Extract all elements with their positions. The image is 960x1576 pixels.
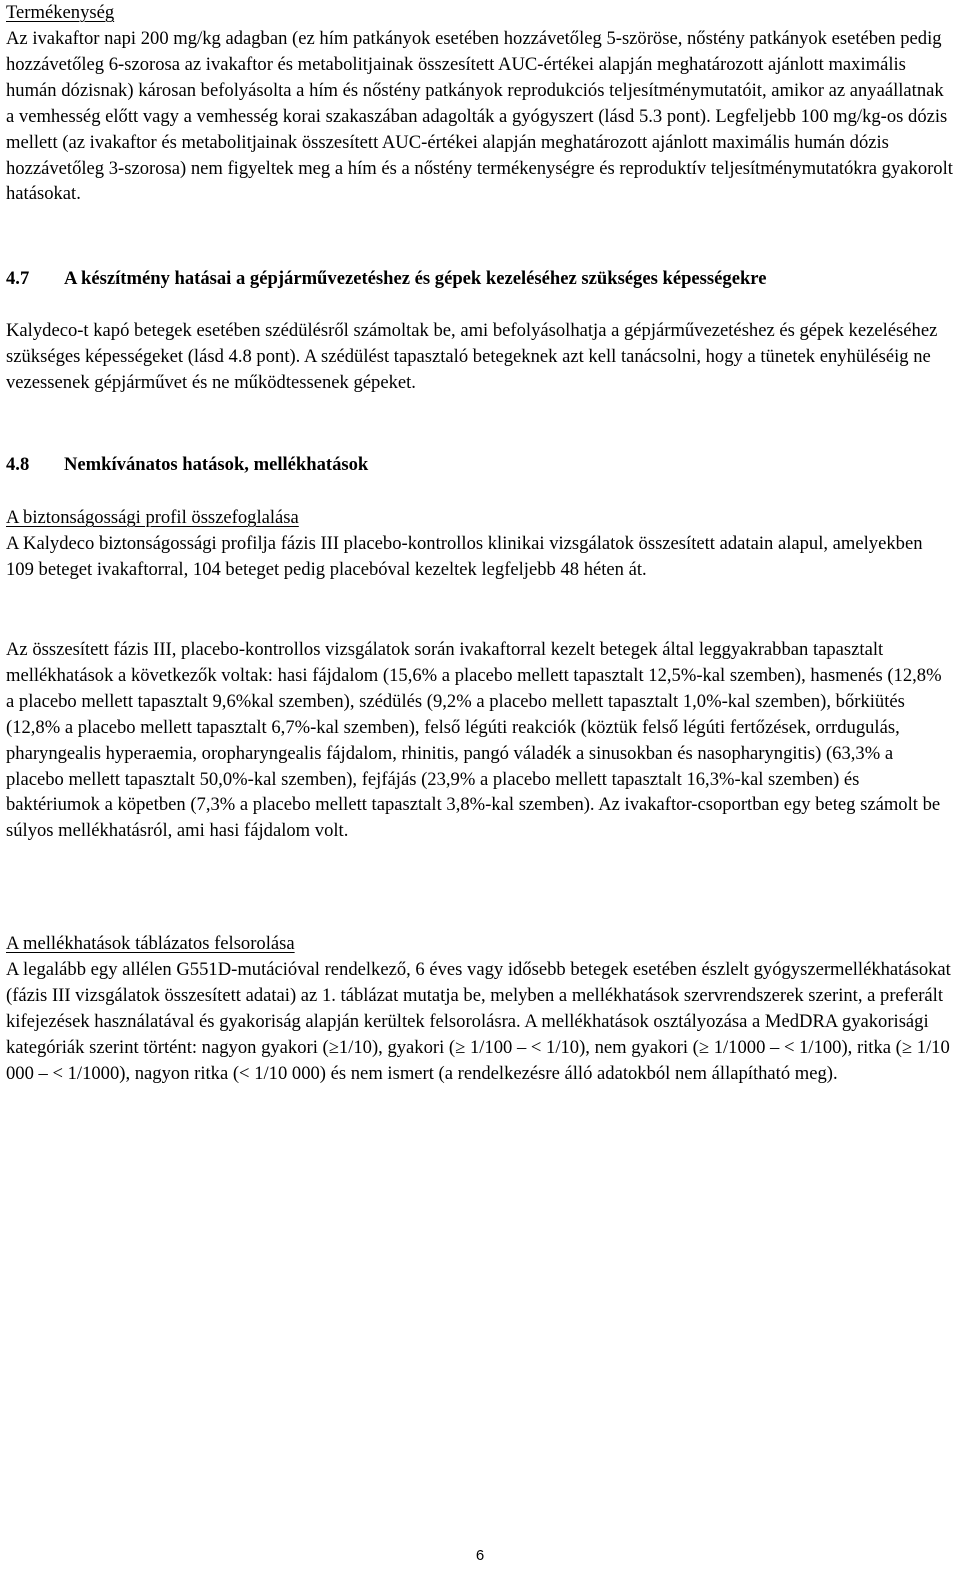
tabulated-list-heading: A mellékhatások táblázatos felsorolása	[6, 933, 295, 954]
safety-profile-paragraph: A Kalydeco biztonságossági profilja fázis III placebo-kontrollos klinikai vizsgálatok összesített adatain alapul, amelyekben 109 beteget ivakaftorral, 104 beteget pedig placebóval kezeltek legfeljebb 48 héten át.	[6, 533, 923, 580]
tabulated-list-paragraph: A legalább egy allélen G551D-mutációval rendelkező, 6 éves vagy idősebb betegek esetében észlelt gyógyszermellékhatásokat (fázis III vizsgálatok összesített adatai) az 1. táblázat mutatja be, melyben a mellékhatások szervrendszerek szerint, a preferált kifejezések használatával és gyakoriság alapján kerültek felsorolásra. A mellékhatások osztályozása a MedDRA gyakorisági kategóriák szerint történt: nagyon gyakori (≥1/10), gyakori (≥ 1/100 – < 1/10), nem gyakori (≥ 1/1000 – < 1/100), ritka (≥ 1/10 000 – < 1/1000), nagyon ritka (< 1/10 000) és nem ismert (a rendelkezésre álló adatokból nem állapítható meg).	[6, 959, 951, 1084]
adverse-reactions-paragraph: Az összesített fázis III, placebo-kontrollos vizsgálatok során ivakaftorral kezelt betegek által leggyakrabban tapasztalt mellékhatások a következők voltak: hasi fájdalom (15,6% a placebo mellett tapasztalt 12,5%-kal szemben), hasmenés (12,8% a placebo mellett tapasztalt 9,6%kal szemben), szédülés (9,2% a placebo mellett tapasztalt 1,0%-kal szemben), bőrkiütés (12,8% a placebo mellett tapasztalt 6,7%-kal szemben), felső légúti reakciók (köztük felső légúti fertőzések, orrdugulás, pharyngealis hyperaemia, oropharyngealis fájdalom, rhinitis, pangó váladék a sinusokban és nasopharyngitis) (63,3% a placebo mellett tapasztalt 50,0%-kal szemben), fejfájás (23,9% a placebo mellett tapasztalt 16,3%-kal szemben) és baktériumok a köpetben (7,3% a placebo mellett tapasztalt 3,8%-kal szemben). Az ivakaftor-csoportban egy beteg számolt be súlyos mellékhatásról, ami hasi fájdalom volt.	[6, 639, 942, 842]
section-4-7-heading	[6, 266, 954, 292]
section-title: Nemkívánatos hatások, mellékhatások	[64, 454, 369, 475]
page-number: 6	[475, 1547, 485, 1564]
fertility-heading: Termékenység	[6, 2, 115, 23]
section-4-8-heading	[6, 452, 954, 478]
driving-paragraph: Kalydeco-t kapó betegek esetében szédülésről számoltak be, ami befolyásolhatja a gépjárművezetéshez és gépek kezeléséhez szükséges képességeket (lásd 4.8 pont). A szédülést tapasztaló betegeknek azt kell tanácsolni, hogy a tünetek enyhüléséig ne vezessenek gépjárművet és ne működtessenek gépeket.	[6, 320, 938, 393]
safety-profile-heading: A biztonságossági profil összefoglalása	[6, 507, 299, 528]
section-number: 4.8	[6, 454, 30, 475]
section-title: A készítmény hatásai a gépjárművezetéshez és gépek kezeléséhez szükséges képességekre	[64, 268, 767, 289]
fertility-paragraph: Az ivakaftor napi 200 mg/kg adagban (ez hím patkányok esetében hozzávetőleg 5-szöröse, nőstény patkányok esetében pedig hozzávetőleg 6-szorosa az ivakaftor és metabolitjainak összesített AUC-értékei alapján meghatározott ajánlott maximális humán dózisnak) károsan befolyásolta a hím és nőstény patkányok reprodukciós teljesítménymutatóit, amikor az anyaállatnak a vemhesség előtt vagy a vemhesség korai szakaszában adagolták a gyógyszert (lásd 5.3 pont). Legfeljebb 100 mg/kg-os dózis mellett (az ivakaftor és metabolitjainak összesített AUC-értékei alapján meghatározott ajánlott maximális humán dózis hozzávetőleg 3-szorosa) nem figyeltek meg a hím és a nőstény termékenységre és reproduktív teljesítménymutatókra gyakorolt hatásokat.	[6, 28, 953, 205]
section-number: 4.7	[6, 268, 30, 289]
